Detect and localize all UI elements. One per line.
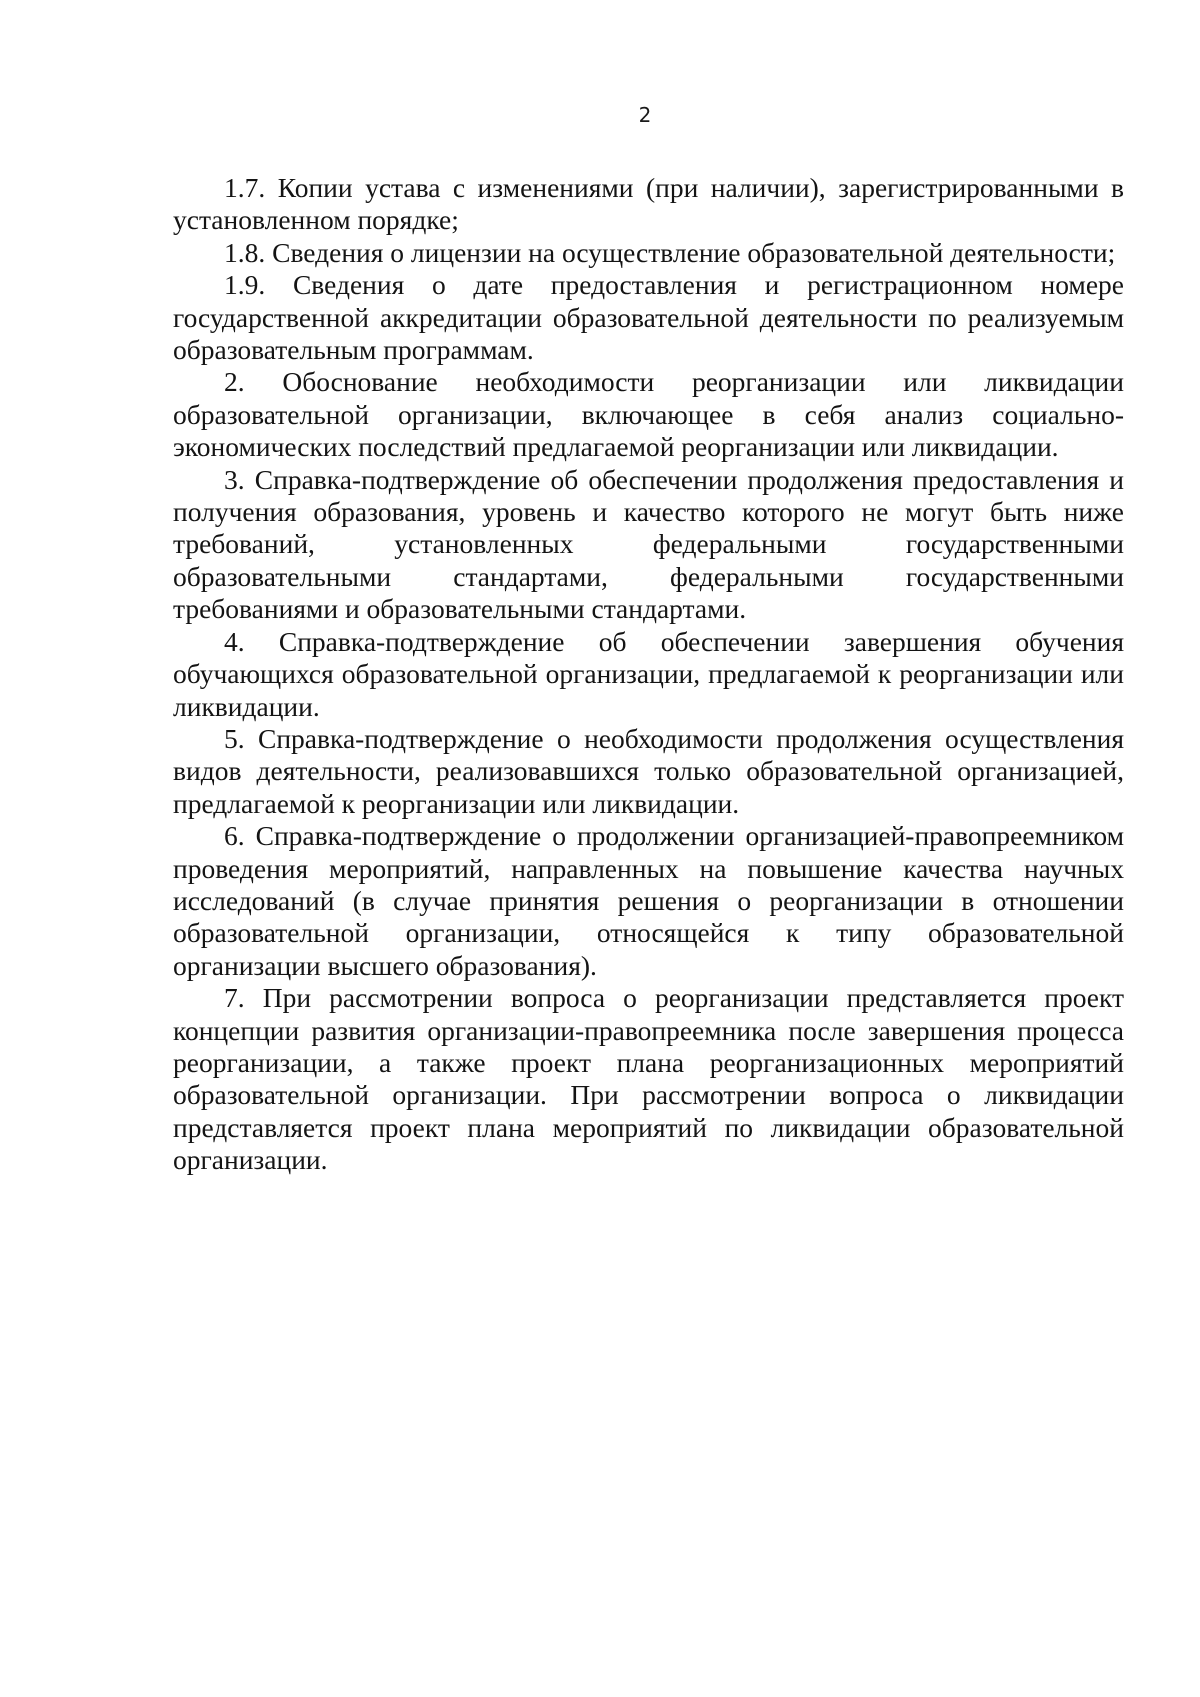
paragraph-5: 5. Справка-подтверждение о необходимости продолжения осуществления видов деятельности, реализовавшихся только образовательной организацией, предлагаемой к реорганизации или ликвидации. [173, 722, 1124, 819]
paragraph-1-9: 1.9. Сведения о дате предоставления и регистрационном номере государственной аккредитации образовательной деятельности по реализуемым образовательным программам. [173, 269, 1124, 366]
paragraph-1-7: 1.7. Копии устава с изменениями (при наличии), зарегистрированными в установленном порядке; [173, 172, 1124, 236]
paragraph-7: 7. При рассмотрении вопроса о реорганизации представляется проект концепции развития организации-правопреемника после завершения процесса реорганизации, а также проект плана реорганизационных мероприятий образовательной организации. При рассмотрении вопроса о ликвидации представляется проект плана мероприятий по ликвидации образовательной организации. [173, 982, 1124, 1176]
document-body [173, 172, 1124, 1177]
paragraph-3: 3. Справка-подтверждение об обеспечении продолжения предоставления и получения образования, уровень и качество которого не могут быть ниже требований, установленных федеральными государственными образовательными стандартами, федеральными государственными требованиями и образовательными стандартами. [173, 463, 1124, 625]
page-number: 2 [638, 103, 652, 127]
paragraph-4: 4. Справка-подтверждение об обеспечении завершения обучения обучающихся образовательной организации, предлагаемой к реорганизации или ликвидации. [173, 625, 1124, 722]
paragraph-2: 2. Обоснование необходимости реорганизации или ликвидации образовательной организации, включающее в себя анализ социально-экономических последствий предлагаемой реорганизации или ликвидации. [173, 366, 1124, 463]
paragraph-6: 6. Справка-подтверждение о продолжении организацией-правопреемником проведения мероприятий, направленных на повышение качества научных исследований (в случае принятия решения о реорганизации в отношении образовательной организации, относящейся к типу образовательной организации высшего образования). [173, 820, 1124, 981]
paragraph-1-8: 1.8. Сведения о лицензии на осуществление образовательной деятельности; [224, 236, 1116, 268]
